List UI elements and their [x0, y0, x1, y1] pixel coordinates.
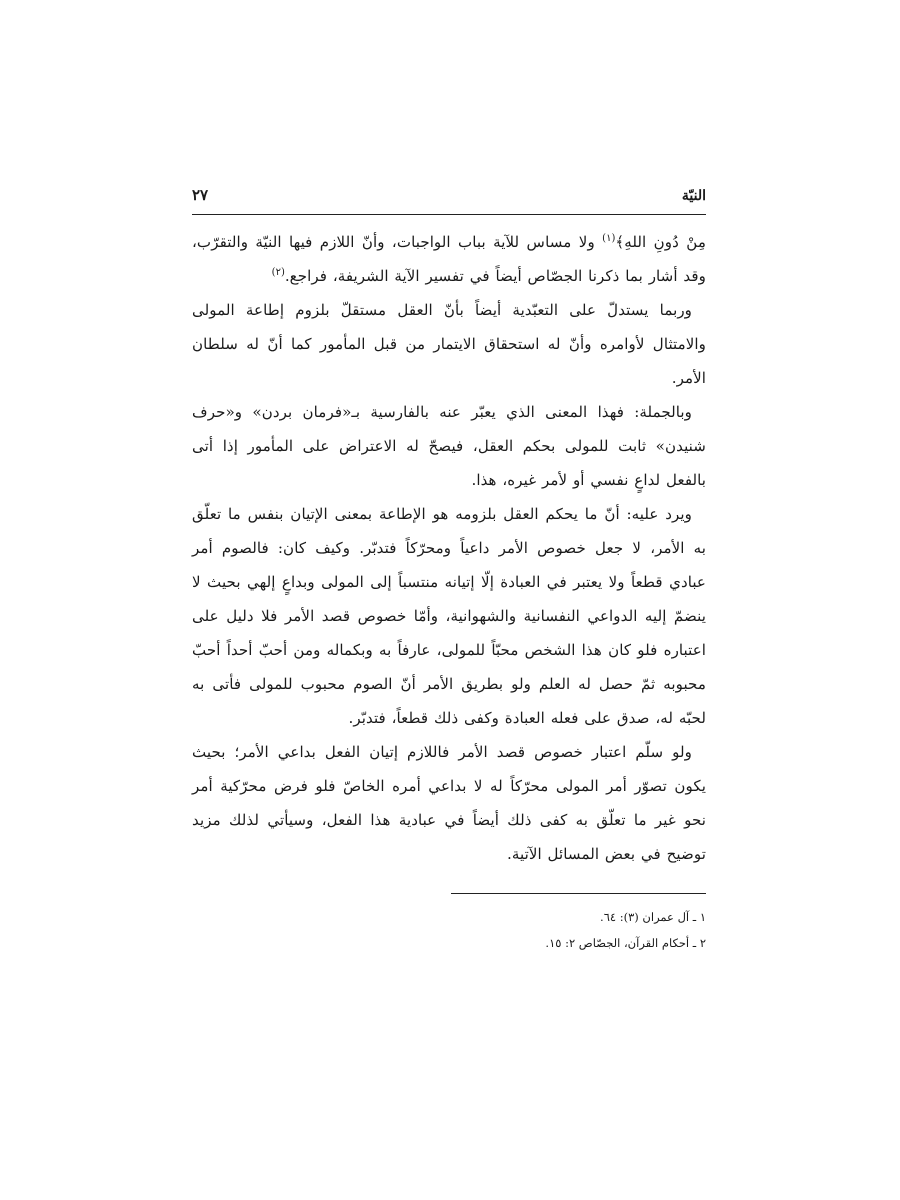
paragraph-1 [192, 225, 706, 293]
page-number: ٢٧ [192, 186, 209, 204]
paragraph-2: وربما يستدلّ على التعبّدية أيضاً بأنّ العقل مستقلّ بلزوم إطاعة المولى والامتثال لأوامره وأنّ له استحقاق الايتمار من قبل المأمور كما أنّ له سلطان الأمر. [192, 301, 706, 387]
footnote-ref-2: (٢) [271, 266, 285, 278]
running-title: النيّة [681, 188, 706, 204]
book-page [192, 184, 706, 1084]
footnote-2: ٢ ـ أحكام القرآن، الجصّاص ٢: ١٥. [545, 936, 706, 950]
footnotes [192, 904, 706, 956]
running-header [192, 184, 706, 215]
paragraph-1-text: ولا مساس للآية بباب الواجبات، وأنّ اللازم فيها النيّة والتقرّب، وقد أشار بما ذكرنا الجصّاص أيضاً في تفسير الآية الشريفة، فراجع. [192, 233, 706, 285]
paragraph-5: ولو سلّم اعتبار خصوص قصد الأمر فاللازم إتيان الفعل بداعي الأمر؛ بحيث يكون تصوّر أمر المولى محرّكاً له لا بداعي أمره الخاصّ فلو فرض محرّكية أمر نحو غير ما تعلّق به كفى ذلك أيضاً في عبادية هذا الفعل، وسيأتي لذلك مزيد توضيح في بعض المسائل الآتية. [192, 743, 706, 863]
paragraph-3: وبالجملة: فهذا المعنى الذي يعبّر عنه بالفارسية بـ«فرمان بردن» و«حرف شنيدن» ثابت للمولى بحكم العقل، فيصحّ له الاعتراض على المأمور إذا أتى بالفعل لداعٍ نفسي أو لأمر غيره، هذا. [192, 403, 706, 489]
footnote-ref-1: (١) [602, 232, 616, 244]
footnote-divider [451, 893, 706, 894]
paragraph-4: ويرد عليه: أنّ ما يحكم العقل بلزومه هو الإطاعة بمعنى الإتيان بنفس ما تعلّق به الأمر، لا جعل خصوص الأمر داعياً ومحرّكاً فتدبّر. وكيف كان: فالصوم أمر عبادي قطعاً ولا يعتبر في العبادة إلّا إتيانه منتسباً إلى المولى وبداعٍ إلهي بحيث لا ينضمّ إليه الدواعي النفسانية والشهوانية، وأمّا خصوص قصد الأمر فلا دليل على اعتباره فلو كان هذا الشخص محبّاً للمولى، عارفاً به وبكماله ومن أحبّ أحداً أحبّ محبوبه ثمّ حصل له العلم ولو بطريق الأمر أنّ الصوم محبوب للمولى فأتى به لحبّه له، صدق على فعله العبادة وكفى ذلك قطعاً، فتدبّر. [192, 505, 706, 727]
quran-quote: مِنْ دُونِ اللهِ﴾ [615, 233, 706, 251]
body-text [192, 225, 706, 871]
footnote-1: ١ ـ آل عمران (٣): ٦٤. [600, 910, 706, 924]
